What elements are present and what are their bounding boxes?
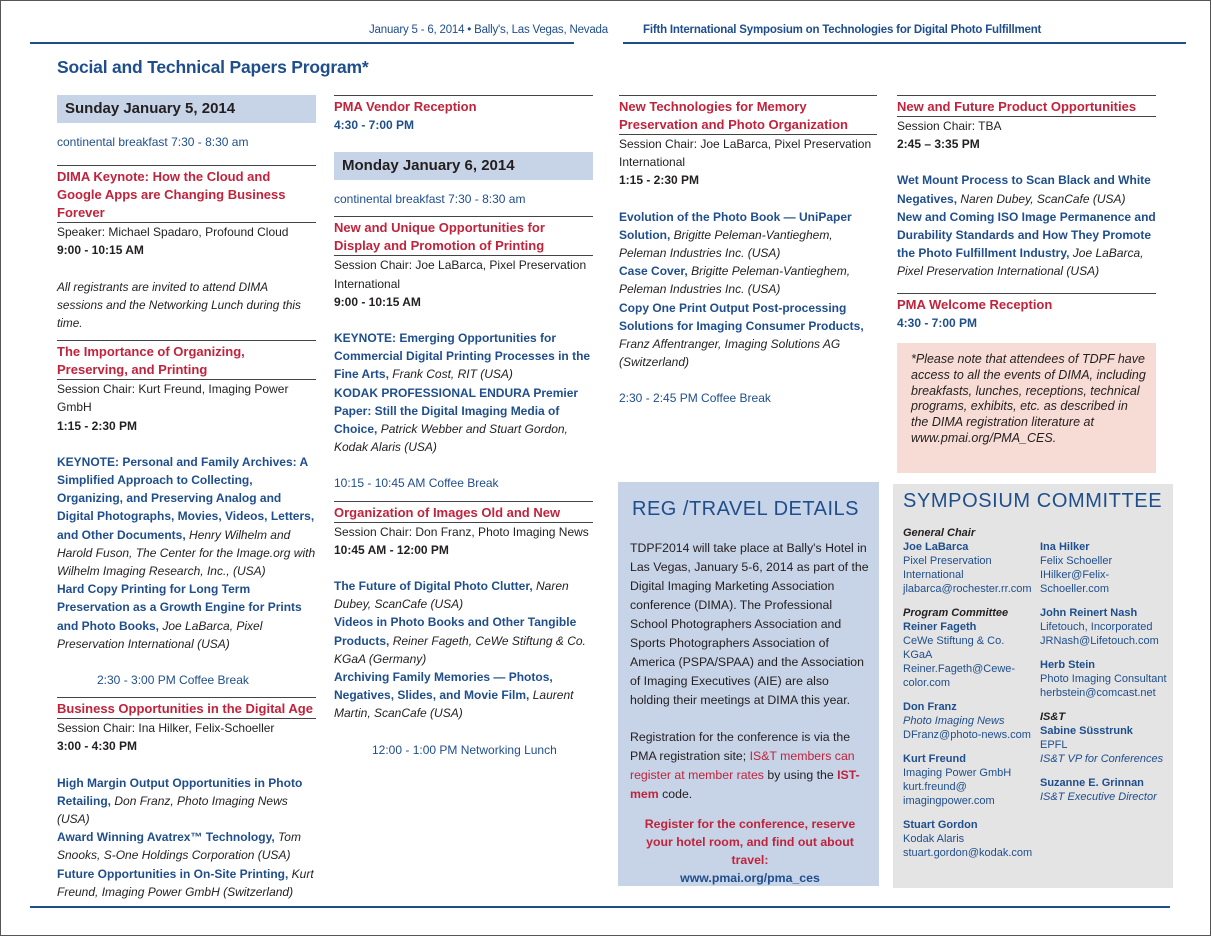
paper-entry <box>334 613 593 668</box>
paper-entry <box>897 208 1156 281</box>
networking-lunch: 12:00 - 1:00 PM Networking Lunch <box>372 742 557 757</box>
session-title: Organization of Images Old and New <box>334 504 561 520</box>
reg-paragraph: TDPF2014 will take place at Bally's Hotel in Las Vegas, January 5-6, 2014 as part of the Digital Imaging Marketing Association conference (DIMA). The Professional School Photographers Association and Sports Photographers Association of America (PSPA/SPAA) and the Association of Imaging Executives (AIE) are also holding their meetings at DIMA this year. <box>630 541 869 707</box>
divider <box>57 697 316 698</box>
member-org: Pixel Preservation <box>903 555 992 567</box>
session-title: New and Future Product Opportunities <box>897 99 1137 114</box>
member-name: Kurt Freund <box>903 753 966 765</box>
paper-title: Case Cover, <box>619 264 688 279</box>
member-org: CeWe Stiftung & Co. <box>903 635 1005 647</box>
paper-title: KEYNOTE: Emerging Opportunities for Commercial Digital Printing Processes in the Fine Arts, <box>334 331 591 382</box>
member-org: Kodak Alaris <box>903 833 965 845</box>
paper-entry <box>57 774 316 829</box>
member-org: EPFL <box>1040 739 1068 751</box>
divider <box>897 95 1156 96</box>
session-chair: Session Chair: Kurt Freund, Imaging Power GmbH <box>57 382 289 415</box>
member-name: Reiner Fageth <box>903 621 977 633</box>
session-time: 9:00 - 10:15 AM <box>57 243 144 258</box>
session-chair: Session Chair: Ina Hilker, Felix-Schoeller <box>57 721 275 736</box>
member-org: Felix Schoeller <box>1040 555 1113 567</box>
session-time: 10:45 AM - 12:00 PM <box>334 542 449 557</box>
paper-authors: Joe LaBarca, Pixel Preservation International (USA) <box>897 246 1144 279</box>
column-product-session <box>897 95 1156 332</box>
divider <box>57 165 316 166</box>
session-chair: Session Chair: Joe LaBarca, Pixel Preservation International <box>334 258 587 291</box>
reg-member-rate: IS&T members can register at member rates <box>630 749 855 782</box>
member-email: color.com <box>903 677 951 689</box>
committee-heading: SYMPOSIUM COMMITTEE <box>903 490 1163 512</box>
header-rule-left <box>30 42 574 44</box>
paper-entry <box>619 262 877 298</box>
paper-title: Videos in Photo Books and Other Tangible Products, <box>334 615 577 648</box>
column-sunday <box>57 95 316 901</box>
reg-text: code. <box>662 787 693 801</box>
paper-entry <box>57 828 316 864</box>
header-rule-right <box>623 42 1186 44</box>
session-title: New Technologies for Memory Preservation and Photo Organization <box>619 99 848 132</box>
paper-entry <box>57 865 316 901</box>
member-title: IS&T VP for Conferences <box>1040 753 1164 765</box>
session-title: DIMA Keynote: How the Cloud and Google Apps are Changing Business Forever <box>57 169 286 221</box>
paper-authors: Reiner Fageth, CeWe Stiftung & Co. KGaA (Germany) <box>334 633 586 666</box>
breakfast-sunday: continental breakfast 7:30 - 8:30 am <box>57 135 249 149</box>
reg-code: IST-mem <box>630 768 860 801</box>
member-name: Stuart Gordon <box>903 819 978 831</box>
divider <box>334 95 593 96</box>
paper-entry <box>334 384 593 457</box>
member-name: Suzanne E. Grinnan <box>1040 777 1144 789</box>
session-chair: Session Chair: TBA <box>897 119 1002 133</box>
member-email: imagingpower.com <box>903 795 995 807</box>
member-email: IHilker@Felix- <box>1040 569 1110 581</box>
divider <box>334 216 593 217</box>
page-title: Social and Technical Papers Program* <box>57 57 369 77</box>
paper-entry <box>897 171 1156 207</box>
session-speaker: Speaker: Michael Spadaro, Profound Cloud <box>57 225 289 240</box>
paper-title: New and Coming ISO Image Permanence and Durability Standards and How They Promote the Photo Fulfillment Industry, <box>897 209 1156 261</box>
reception-title: PMA Welcome Reception <box>897 296 1053 312</box>
member-org: Lifetouch, Incorporated <box>1040 621 1153 633</box>
member-org: International <box>903 569 964 581</box>
committee-role: General Chair <box>903 527 976 539</box>
session-time: 2:45 – 3:35 PM <box>897 137 980 152</box>
session-title: Business Opportunities in the Digital Age <box>57 701 313 717</box>
paper-authors: Tom Snooks, S-One Holdings Corporation (USA) <box>57 830 301 863</box>
committee-role: Program Committee <box>903 607 1009 619</box>
paper-title: Hard Copy Printing for Long Term Preservation as a Growth Engine for Prints and Photo Books, <box>57 582 302 633</box>
session-title: PMA Vendor Reception <box>334 99 477 114</box>
paper-entry <box>619 208 877 263</box>
member-email: herbstein@comcast.net <box>1040 687 1156 699</box>
session-note: All registrants are invited to attend DIMA sessions and the Networking Lunch during this time. <box>57 279 301 331</box>
committee-role: IS&T <box>1040 711 1066 723</box>
member-email: kurt.freund@ <box>903 781 967 793</box>
coffee-break: 10:15 - 10:45 AM Coffee Break <box>334 476 499 491</box>
paper-title: Future Opportunities in On-Site Printing, <box>57 866 289 881</box>
divider <box>897 293 1156 294</box>
member-name: Ina Hilker <box>1040 541 1090 553</box>
paper-authors: Naren Dubey, ScanCafe (USA) <box>334 579 569 612</box>
paper-title: Archiving Family Memories — Photos, Negatives, Slides, and Movie Film, <box>334 670 553 703</box>
member-name: Sabine Süsstrunk <box>1040 725 1133 737</box>
paper-title: Copy One Print Output Post-processing Solutions for Imaging Consumer Products, <box>619 300 864 333</box>
reg-url-link[interactable]: www.pmai.org/pma_ces <box>680 871 820 885</box>
session-chair: Session Chair: Joe LaBarca, Pixel Preservation International <box>619 137 872 170</box>
committee-column-left <box>903 526 1041 860</box>
committee-column-right <box>1040 540 1172 804</box>
column-monday <box>334 95 593 759</box>
header-symposium-name: Fifth International Symposium on Technologies for Digital Photo Fulfillment <box>643 24 1042 36</box>
member-org: Imaging Power GmbH <box>903 767 1012 779</box>
paper-title: Evolution of the Photo Book — UniPaper Solution, <box>619 209 852 242</box>
reg-text: by using the <box>767 768 834 782</box>
session-time: 9:00 - 10:15 AM <box>334 294 421 309</box>
member-email: jlabarca@rochester.rr.com <box>903 583 1032 595</box>
paper-authors: Patrick Webber and Stuart Gordon, Kodak Alaris (USA) <box>334 422 568 455</box>
divider <box>619 95 877 96</box>
paper-authors: Henry Wilhelm and Harold Fuson, The Center for the Image.org with Wilhelm Imaging Research, Inc., (USA) <box>57 527 316 579</box>
member-org: KGaA <box>903 649 933 661</box>
divider <box>334 501 593 502</box>
paper-entry <box>57 580 316 653</box>
member-email: DFranz@photo-news.com <box>903 729 1031 741</box>
session-time: 4:30 - 7:00 PM <box>334 118 415 132</box>
member-email: JRNash@Lifetouch.com <box>1040 635 1159 647</box>
paper-authors: Don Franz, Photo Imaging News (USA) <box>57 793 288 827</box>
paper-authors: Laurent Martin, ScanCafe (USA) <box>334 688 574 721</box>
member-name: John Reinert Nash <box>1040 607 1138 619</box>
member-org: Photo Imaging News <box>903 715 1005 727</box>
header-date-location: January 5 - 6, 2014 • Bally's, Las Vegas, Nevada <box>369 24 608 36</box>
paper-title: Award Winning Avatrex™ Technology, <box>57 830 275 845</box>
session-title: New and Unique Opportunities for Display and Promotion of Printing <box>334 220 545 254</box>
footer-rule <box>30 906 1170 908</box>
paper-authors: Franz Affentranger, Imaging Solutions AG (Switzerland) <box>619 337 841 370</box>
paper-authors: Joe LaBarca, Pixel Preservation International (USA) <box>57 618 263 651</box>
reg-paragraph <box>630 728 870 804</box>
paper-entry <box>334 668 593 723</box>
paper-title: KODAK PROFESSIONAL ENDURA Premier Paper: Still the Digital Imaging Media of Choice, <box>334 385 579 437</box>
paper-entry <box>619 299 877 372</box>
session-time: 3:00 - 4:30 PM <box>57 739 138 754</box>
member-name: Don Franz <box>903 701 957 713</box>
member-email: Schoeller.com <box>1040 583 1110 595</box>
reception-time: 4:30 - 7:00 PM <box>897 315 978 330</box>
paper-title: Wet Mount Process to Scan Black and White Negatives, <box>897 173 1151 206</box>
reg-text: Registration for the conference is via the PMA registration site; <box>630 730 851 763</box>
session-time: 1:15 - 2:30 PM <box>57 418 138 433</box>
reg-travel-body <box>630 539 870 804</box>
divider <box>57 340 316 341</box>
day-header-sunday: Sunday January 5, 2014 <box>57 95 316 123</box>
reg-call-to-action <box>630 815 870 887</box>
reg-cta-text: Register for the conference, reserve your hotel room, and find out about travel: <box>644 817 856 867</box>
paper-authors: Frank Cost, RIT (USA) <box>392 367 513 382</box>
member-org: Photo Imaging Consultant <box>1040 673 1167 685</box>
dima-access-note: *Please note that attendees of TDPF have access to all the events of DIMA, including breakfasts, lunches, receptions, technical programs, exhibits, etc. as described in the DIMA registration literature at www.pmai.org/PMA_CES. <box>911 352 1146 445</box>
column-monday-afternoon <box>619 95 877 408</box>
paper-entry <box>334 577 593 613</box>
coffee-break: 2:30 - 2:45 PM Coffee Break <box>619 391 771 406</box>
member-email: Reiner.Fageth@Cewe- <box>903 663 1016 675</box>
session-chair: Session Chair: Don Franz, Photo Imaging News <box>334 524 589 539</box>
paper-entry <box>57 453 316 580</box>
member-name: Herb Stein <box>1040 659 1096 671</box>
paper-authors: Naren Dubey, ScanCafe (USA) <box>960 191 1126 206</box>
paper-authors: Brigitte Peleman-Vantieghem, Peleman Industries Inc. (USA) <box>619 264 851 297</box>
session-time: 1:15 - 2:30 PM <box>619 173 700 188</box>
paper-title: High Margin Output Opportunities in Photo Retailing, <box>57 775 303 808</box>
committee-panel <box>893 484 1173 888</box>
paper-entry <box>334 329 593 384</box>
paper-authors: Brigitte Peleman-Vantieghem, Peleman Industries Inc. (USA) <box>619 227 833 261</box>
member-email: stuart.gordon@kodak.com <box>903 847 1033 859</box>
coffee-break: 2:30 - 3:00 PM Coffee Break <box>97 673 249 688</box>
member-name: Joe LaBarca <box>903 541 969 553</box>
session-title: The Importance of Organizing, Preserving, and Printing <box>57 344 245 378</box>
paper-title: KEYNOTE: Personal and Family Archives: A Simplified Approach to Collecting, Organizing, and Preserving Analog and Digital Photographs, Movies, Videos, Letters, and Other Documents, <box>57 454 315 542</box>
paper-authors: Kurt Freund, Imaging Power GmbH (Switzerland) <box>57 866 314 899</box>
member-title: IS&T Executive Director <box>1040 791 1157 803</box>
reg-travel-panel <box>618 482 879 886</box>
reg-travel-heading: REG /TRAVEL DETAILS <box>632 498 859 520</box>
day-header-monday: Monday January 6, 2014 <box>334 152 593 180</box>
paper-title: The Future of Digital Photo Clutter, <box>334 579 533 594</box>
breakfast-monday: continental breakfast 7:30 - 8:30 am <box>334 192 526 207</box>
